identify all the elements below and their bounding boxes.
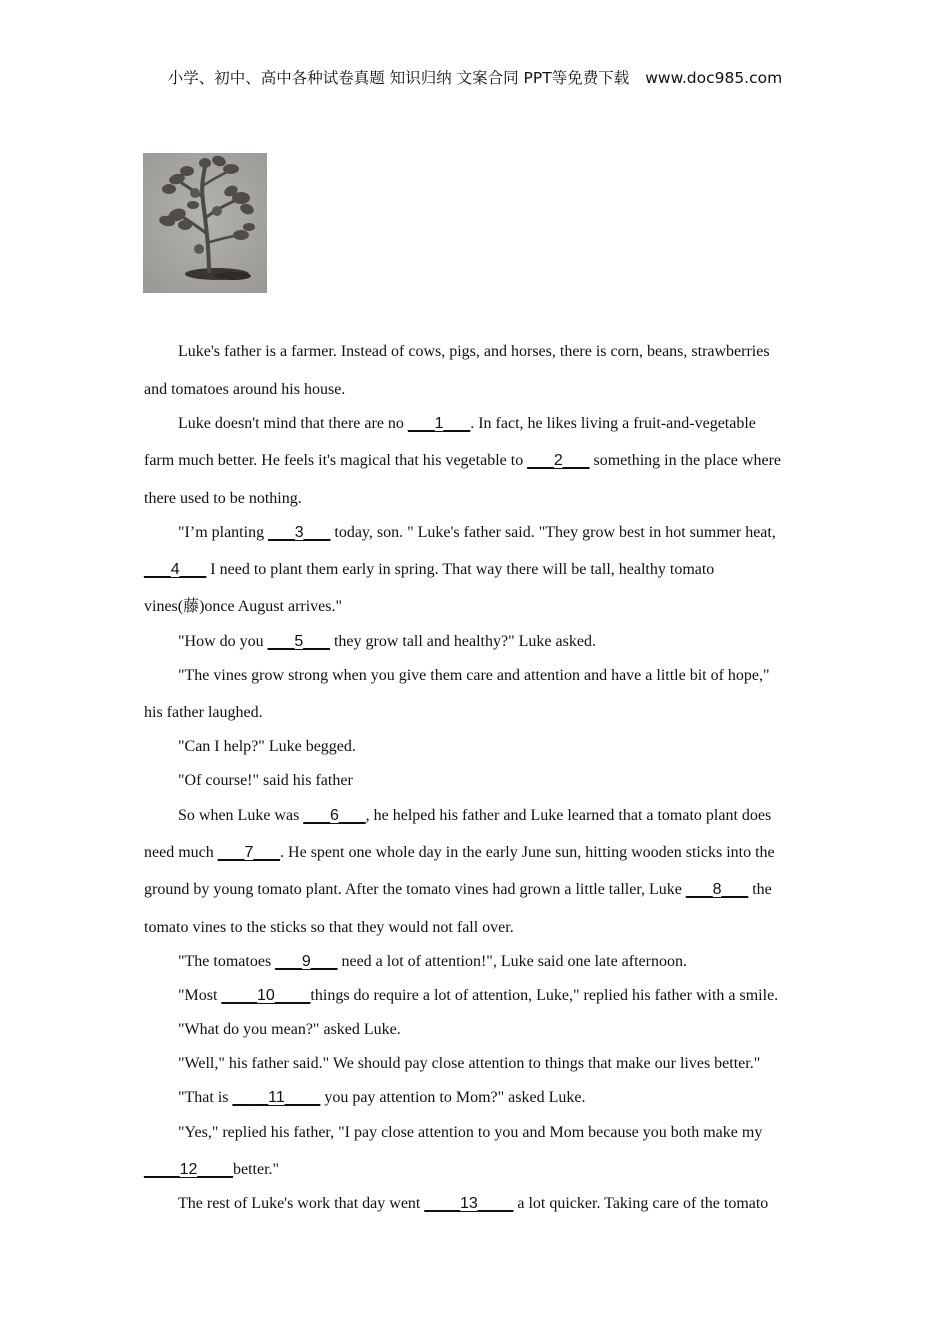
passage-line — [178, 737, 356, 757]
passage-text: things do require a lot of attention, Luke," replied his father with a smile. — [310, 987, 779, 1004]
answer-blank: ____11____ — [232, 1089, 321, 1106]
passage-text: "I’m planting — [178, 524, 269, 541]
answer-blank: ___5___ — [267, 633, 330, 650]
passage-text: "What do you mean?" asked Luke. — [178, 1021, 401, 1038]
passage-line — [144, 451, 781, 471]
passage-line — [178, 952, 687, 972]
passage-text: the — [748, 881, 772, 898]
passage-line — [144, 880, 772, 900]
answer-blank: ___2___ — [527, 452, 590, 469]
passage-text: "The tomatoes — [178, 953, 276, 970]
passage-text: "How do you — [178, 633, 268, 650]
passage-line — [178, 806, 771, 826]
answer-blank: ___6___ — [303, 807, 366, 824]
header-text: 小学、初中、高中各种试卷真题 知识归纳 文案合同 PPT等免费下载 — [167, 69, 630, 87]
passage-line — [178, 666, 770, 686]
tomato-plant-icon — [143, 153, 267, 293]
passage-text: they grow tall and healthy?" Luke asked. — [329, 633, 596, 650]
passage-text: need much — [144, 844, 218, 861]
answer-blank: ___8___ — [685, 881, 749, 898]
passage-text: "Well," his father said." We should pay close attention to things that make our lives better." — [178, 1055, 761, 1072]
passage-text: tomato vines to the sticks so that they would not fall over. — [144, 919, 514, 936]
passage-line — [144, 1160, 279, 1180]
passage-text: "Of course!" said his father — [178, 772, 353, 789]
passage-text: . He spent one whole day in the early June sun, hitting wooden sticks into the — [280, 844, 775, 861]
answer-blank: ___7___ — [217, 844, 281, 861]
passage-text: "That is — [178, 1089, 233, 1106]
passage-text: you pay attention to Mom?" asked Luke. — [320, 1089, 586, 1106]
passage-text: a lot quicker. Taking care of the tomato — [513, 1195, 769, 1212]
passage-line — [144, 560, 714, 580]
passage-line — [144, 703, 263, 723]
passage-line — [144, 918, 514, 938]
answer-blank: ____10____ — [221, 987, 311, 1004]
tomato-plant-image — [143, 153, 267, 293]
answer-blank: ___9___ — [275, 953, 338, 970]
answer-blank: ____12____ — [144, 1161, 233, 1178]
passage-text: . In fact, he likes living a fruit-and-vegetable — [470, 415, 756, 432]
passage-line — [144, 597, 342, 617]
passage-line — [178, 342, 770, 362]
passage-line — [144, 489, 302, 509]
passage-text: and tomatoes around his house. — [144, 381, 346, 398]
passage-text: Luke doesn't mind that there are no — [178, 415, 408, 432]
passage-text: there used to be nothing. — [144, 490, 302, 507]
passage-text: his father laughed. — [144, 704, 263, 721]
passage-text: something in the place where — [589, 452, 781, 469]
passage-text: Luke's father is a farmer. Instead of cows, pigs, and horses, there is corn, beans, strawberries — [178, 343, 770, 360]
passage-text: "Most — [178, 987, 222, 1004]
passage-text: So when Luke was — [178, 807, 304, 824]
passage-line — [178, 1020, 401, 1040]
passage-text: vines(藤)once August arrives." — [144, 598, 343, 615]
answer-blank: ____13____ — [424, 1195, 514, 1212]
header-url[interactable]: www.doc985.com — [645, 69, 783, 87]
passage-text: farm much better. He feels it's magical that his vegetable to — [144, 452, 528, 469]
passage-text: need a lot of attention!", Luke said one late afternoon. — [337, 953, 687, 970]
passage-line — [144, 380, 345, 400]
answer-blank: ___3___ — [268, 524, 331, 541]
passage-line — [178, 523, 776, 543]
passage-text: ground by young tomato plant. After the tomato vines had grown a little taller, Luke — [144, 881, 686, 898]
passage-line — [178, 632, 596, 652]
passage-text: today, son. " Luke's father said. "They grow best in hot summer heat, — [330, 524, 776, 541]
passage-line — [178, 414, 756, 434]
passage-line — [178, 1054, 760, 1074]
passage-text: "Yes," replied his father, "I pay close attention to you and Mom because you both make my — [178, 1124, 763, 1141]
answer-blank: ___1___ — [407, 415, 471, 432]
passage-text: "Can I help?" Luke begged. — [178, 738, 356, 755]
page-header — [0, 66, 950, 88]
passage-line — [178, 1088, 585, 1108]
passage-text: , he helped his father and Luke learned that a tomato plant does — [365, 807, 772, 824]
passage-line — [178, 986, 778, 1006]
passage-text: "The vines grow strong when you give them care and attention and have a little bit of hope," — [178, 667, 770, 684]
passage-line — [178, 771, 353, 791]
passage-line — [144, 843, 775, 863]
passage-text: better." — [232, 1161, 280, 1178]
passage-text: I need to plant them early in spring. That way there will be tall, healthy tomato — [206, 561, 715, 578]
passage-line — [178, 1194, 768, 1214]
passage-line — [178, 1123, 762, 1143]
answer-blank: ___4___ — [144, 561, 207, 578]
passage-text: The rest of Luke's work that day went — [178, 1195, 425, 1212]
